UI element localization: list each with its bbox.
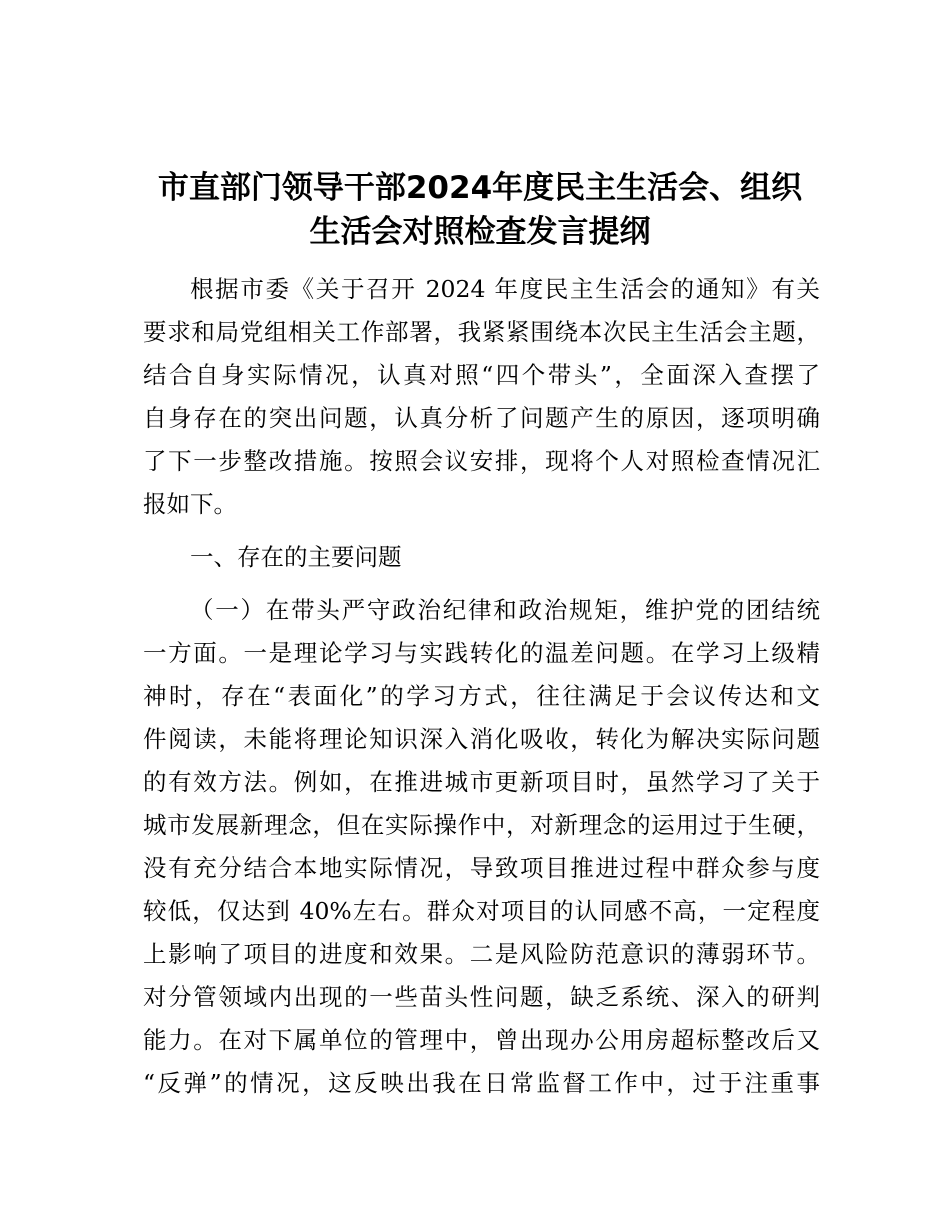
text-line: （一）在带头严守政治纪律和政治规矩，维护党的团结统 [190,596,820,624]
text-line: 报如下。 [143,490,237,518]
text-line: 上影响了项目的进度和效果。二是风险防范意识的薄弱环节。 [143,940,820,968]
document-title-line-1: 市直部门领导干部2024年度民主生活会、组织 [157,170,803,206]
text-line: 件阅读，未能将理论知识深入消化吸收，转化为解决实际问题 [143,725,820,753]
text-line: 较低，仅达到 40%左右。群众对项目的认同感不高，一定程度 [143,897,820,925]
text-line: 要求和局党组相关工作部署，我紧紧围绕本次民主生活会主题， [143,318,820,346]
text-line: 了下一步整改措施。按照会议安排，现将个人对照检查情况汇 [143,447,820,475]
text-line: 能力。在对下属单位的管理中，曾出现办公用房超标整改后又 [143,1026,820,1054]
text-line: 自身存在的突出问题，认真分析了问题产生的原因，逐项明确 [143,404,820,432]
text-line: 神时，存在“表面化”的学习方式，往往满足于会议传达和文 [143,682,820,710]
paragraph [143,589,820,1105]
text-line: 一方面。一是理论学习与实践转化的温差问题。在学习上级精 [143,639,820,667]
text-line: 城市发展新理念，但在实际操作中，对新理念的运用过于生硬， [143,811,820,839]
text-line: “反弹”的情况，这反映出我在日常监督工作中，过于注重事 [143,1069,820,1097]
section-heading [143,536,820,579]
text-line: 的有效方法。例如，在推进城市更新项目时，虽然学习了关于 [143,768,820,796]
text-line: 一、存在的主要问题 [190,543,402,571]
paragraph [143,268,820,526]
document-title-line-2: 生活会对照检查发言提纲 [309,214,651,250]
document-body [143,268,820,1115]
text-line: 没有充分结合本地实际情况，导致项目推进过程中群众参与度 [143,854,820,882]
text-line: 对分管领域内出现的一些苗头性问题，缺乏系统、深入的研判 [143,983,820,1011]
text-line: 结合自身实际情况，认真对照“四个带头”，全面深入查摆了 [143,361,820,389]
text-line: 根据市委《关于召开 2024 年度民主生活会的通知》有关 [190,275,820,303]
